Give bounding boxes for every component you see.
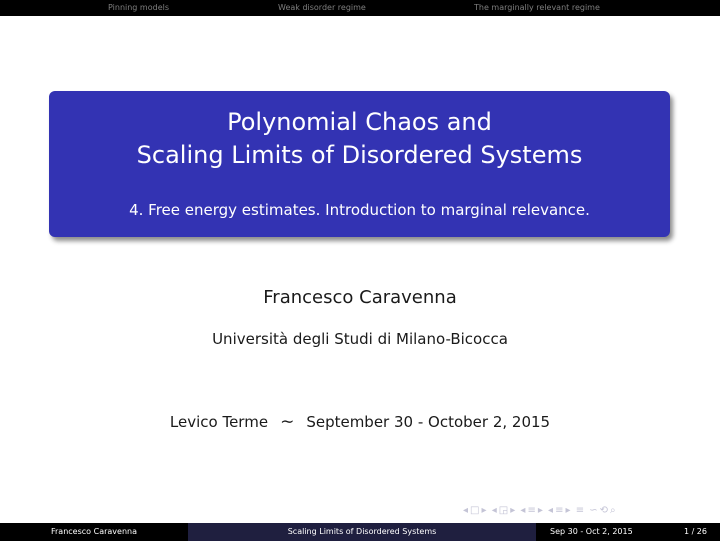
next-frame-icon[interactable]: ▸ [481, 505, 487, 516]
nav-section-pinning-models[interactable]: Pinning models [108, 3, 170, 12]
beamer-navigation-symbols [463, 505, 713, 521]
nav-section-weak-disorder[interactable]: Weak disorder regime [278, 3, 366, 12]
frame-icon[interactable]: □ [470, 505, 480, 516]
venue-dates: September 30 - October 2, 2015 [306, 413, 551, 431]
title-block [49, 91, 670, 237]
nav-section-marginally-relevant[interactable]: The marginally relevant regime [474, 3, 600, 12]
next-document-icon[interactable]: ▸ [565, 505, 571, 516]
author: Francesco Caravenna [263, 287, 457, 308]
document-icon[interactable]: ≡ [555, 505, 564, 516]
prev-section-icon[interactable]: ◂ [520, 505, 526, 516]
appendix-icon[interactable]: ≡ [575, 505, 585, 516]
footline-title: Scaling Limits of Disordered Systems [188, 523, 536, 541]
subtitle: 4. Free energy estimates. Introduction to marginal relevance. [129, 201, 590, 219]
footline [0, 523, 720, 541]
refresh-icon[interactable]: ⟲ [599, 505, 609, 516]
title [49, 106, 670, 172]
venue-place: Levico Terme [169, 413, 269, 431]
subsection-icon[interactable]: ◲ [498, 505, 509, 516]
footline-date-page [536, 523, 720, 541]
venue-line [0, 412, 720, 432]
page-number: 1 / 26 [683, 527, 707, 536]
prev-document-icon[interactable]: ◂ [548, 505, 554, 516]
tilde-separator: ∼ [280, 412, 295, 432]
back-icon[interactable]: ∽ [589, 505, 598, 516]
section-navigation-bar [0, 0, 720, 16]
prev-frame-icon[interactable]: ◂ [463, 505, 469, 516]
next-section-icon[interactable]: ▸ [537, 505, 543, 516]
footline-author: Francesco Caravenna [0, 523, 188, 541]
institute: Università degli Studi di Milano-Bicocca [212, 330, 508, 348]
section-icon[interactable]: ≡ [527, 505, 536, 516]
title-line-1: Polynomial Chaos and [227, 108, 492, 136]
next-subsection-icon[interactable]: ▸ [510, 505, 516, 516]
prev-subsection-icon[interactable]: ◂ [491, 505, 497, 516]
footline-date: Sep 30 - Oct 2, 2015 [550, 527, 633, 536]
title-line-2: Scaling Limits of Disordered Systems [136, 141, 583, 169]
search-icon[interactable]: ⌕ [610, 505, 616, 516]
